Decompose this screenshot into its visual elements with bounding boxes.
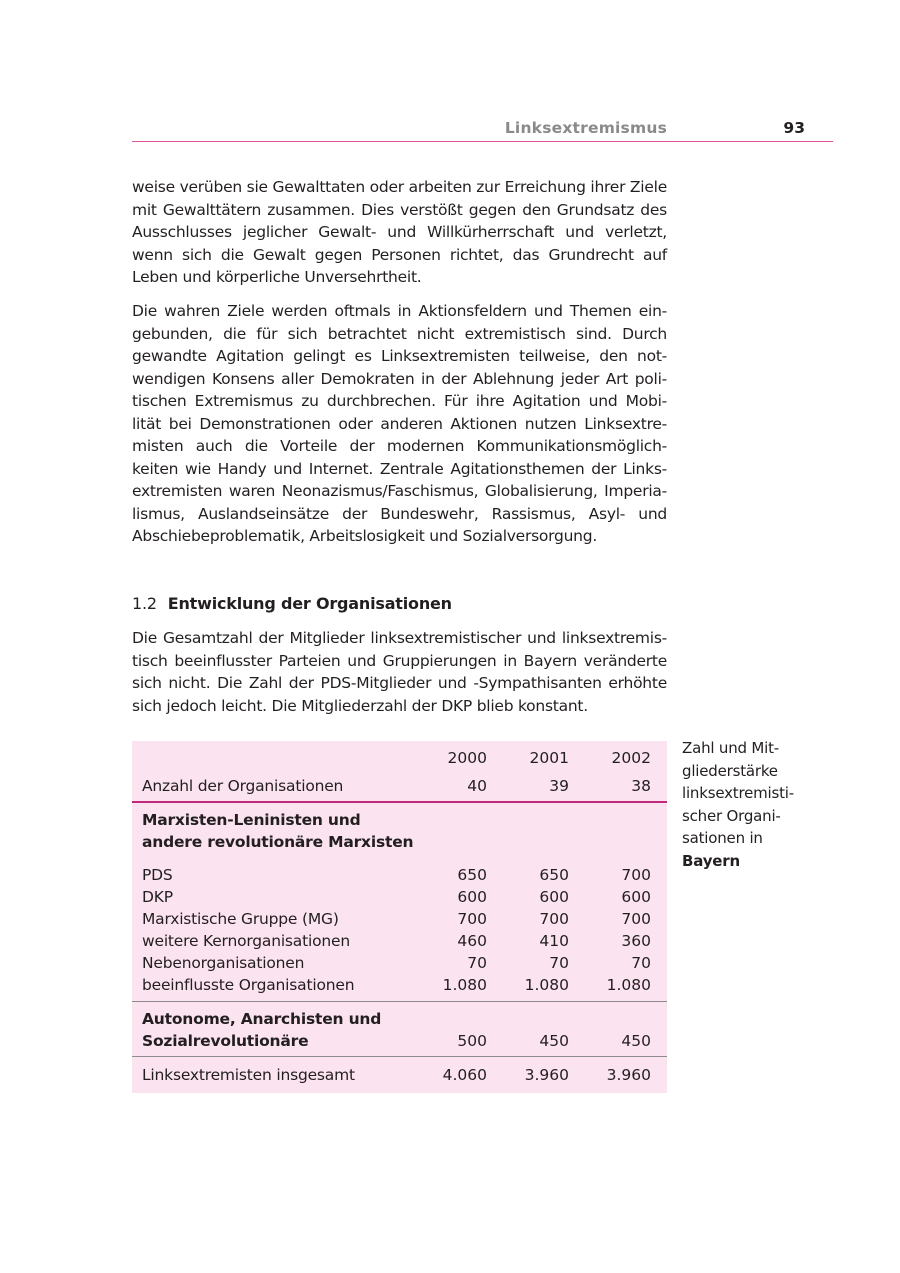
cell-value: 600: [621, 888, 651, 906]
row-label: beeinflusste Organisationen: [142, 976, 355, 994]
table-year-header: [132, 747, 667, 769]
cell-value: 40: [467, 777, 487, 795]
text-line: Abschiebeproblematik, Arbeitslosigkeit und Sozialversorgung.: [132, 527, 597, 545]
caption-line: gliederstärke: [682, 761, 778, 780]
text-line: Ausschlusses jeglicher Gewalt- und Willkürherrschaft und verletzt,: [132, 223, 667, 241]
table-row: [132, 908, 667, 930]
paragraph-gewalt: [132, 176, 667, 289]
cell-value: 450: [539, 1032, 569, 1050]
caption-line: Zahl und Mit-: [682, 739, 780, 757]
group-heading: [132, 809, 667, 831]
cell-value: 450: [621, 1032, 651, 1050]
table-row: [132, 952, 667, 974]
group-heading-line: Sozialrevolutionäre: [142, 1032, 309, 1050]
cell-value: 700: [621, 910, 651, 928]
table-row: [132, 864, 667, 886]
text-line: tisch beeinflusster Parteien und Gruppierungen in Bayern veränderte: [132, 651, 667, 670]
table-row: [132, 886, 667, 908]
paragraph-ziele: [132, 300, 667, 548]
table-row: [132, 1030, 667, 1052]
cell-value: 1.080: [524, 976, 569, 994]
text-line: sich nicht. Die Zahl der PDS-Mitglieder und -Sympathisanten erhöhte: [132, 674, 667, 692]
cell-value: 700: [621, 866, 651, 884]
row-label: Linksextremisten insgesamt: [142, 1066, 355, 1084]
text-line: Die wahren Ziele werden oftmals in Aktionsfeldern und Themen ein-: [132, 302, 667, 320]
table-row: [132, 775, 667, 797]
group-heading: [132, 1008, 667, 1030]
cell-value: 700: [539, 910, 569, 928]
cell-value: 500: [457, 1032, 487, 1050]
cell-value: 70: [631, 954, 651, 972]
table-divider: [132, 1001, 667, 1002]
table-row: [132, 930, 667, 952]
text-line: weise verüben sie Gewalttaten oder arbeiten zur Erreichung ihrer Ziele: [132, 178, 667, 196]
cell-value: 410: [539, 932, 569, 950]
row-label: weitere Kernorganisationen: [142, 932, 350, 950]
row-label: DKP: [142, 888, 173, 906]
cell-value: 650: [539, 866, 569, 884]
cell-value: 3.960: [606, 1066, 651, 1084]
text-line: wenn sich die Gewalt gegen Personen richtet, das Grundrecht auf: [132, 245, 667, 264]
group-heading-line: Autonome, Anarchisten und: [142, 1010, 382, 1028]
section-number: 1.2: [132, 594, 157, 613]
cell-value: 1.080: [442, 976, 487, 994]
cell-value: 700: [457, 910, 487, 928]
cell-value: 38: [631, 777, 651, 795]
caption-line: linksextremisti-: [682, 784, 794, 802]
text-line: sich jedoch leicht. Die Mitgliederzahl der DKP blieb konstant.: [132, 696, 588, 715]
text-line: lismus, Auslandseinsätze der Bundeswehr, Rassismus, Asyl- und: [132, 504, 667, 523]
row-label: Nebenorganisationen: [142, 954, 305, 972]
membership-table: [132, 741, 667, 1093]
running-header-title: Linksextremismus: [504, 119, 667, 137]
cell-value: 70: [549, 954, 569, 972]
running-header: [132, 117, 833, 142]
text-line: gewandte Agitation gelingt es Linksextremisten teilweise, den not-: [132, 347, 667, 365]
text-line: misten auch die Vorteile der modernen Kommunikationsmöglich-: [132, 437, 667, 455]
table-caption: [682, 737, 817, 872]
cell-value: 600: [457, 888, 487, 906]
cell-value: 39: [549, 777, 569, 795]
text-line: gebunden, die für sich betrachtet nicht extremistisch sind. Durch: [132, 324, 667, 343]
text-line: tischen Extremismus zu durchbrechen. Für ihre Agitation und Mobi-: [132, 392, 667, 410]
year-header: 2000: [447, 749, 487, 767]
cell-value: 70: [467, 954, 487, 972]
section-title: Entwicklung der Organisationen: [167, 594, 452, 613]
cell-value: 4.060: [442, 1066, 487, 1084]
caption-line-bold: Bayern: [682, 851, 740, 870]
cell-value: 1.080: [606, 976, 651, 994]
cell-value: 360: [621, 932, 651, 950]
text-line: mit Gewalttätern zusammen. Dies verstößt gegen den Grundsatz des: [132, 200, 667, 219]
group-heading: [132, 831, 667, 853]
caption-line: sationen in: [682, 829, 763, 847]
table-row: [132, 974, 667, 996]
text-line: keiten wie Handy und Internet. Zentrale Agitationsthemen der Links-: [132, 459, 667, 478]
text-line: Leben und körperliche Unversehrtheit.: [132, 268, 422, 286]
text-line: extremisten waren Neonazismus/Faschismus, Globalisierung, Imperia-: [132, 482, 667, 500]
year-header: 2002: [611, 749, 651, 767]
cell-value: 3.960: [524, 1066, 569, 1084]
caption-line: scher Organi-: [682, 806, 781, 825]
cell-value: 650: [457, 866, 487, 884]
page-number: 93: [783, 119, 805, 137]
group-heading-line: andere revolutionäre Marxisten: [142, 833, 414, 851]
row-label: Marxistische Gruppe (MG): [142, 910, 339, 928]
table-total-row: [132, 1064, 667, 1086]
text-line: lität bei Demonstrationen oder anderen Aktionen nutzen Linksextre-: [132, 414, 667, 433]
section-heading: [132, 593, 452, 615]
table-divider: [132, 1056, 667, 1057]
cell-value: 460: [457, 932, 487, 950]
cell-value: 600: [539, 888, 569, 906]
row-label: PDS: [142, 866, 173, 884]
table-divider: [132, 801, 667, 803]
text-line: Die Gesamtzahl der Mitglieder linksextremistischer und linksextremis-: [132, 629, 667, 647]
paragraph-gesamtzahl: [132, 627, 667, 717]
text-line: wendigen Konsens aller Demokraten in der Ablehnung jeder Art poli-: [132, 369, 667, 388]
year-header: 2001: [529, 749, 569, 767]
row-label: Anzahl der Organisationen: [142, 777, 344, 795]
group-heading-line: Marxisten-Leninisten und: [142, 811, 361, 829]
